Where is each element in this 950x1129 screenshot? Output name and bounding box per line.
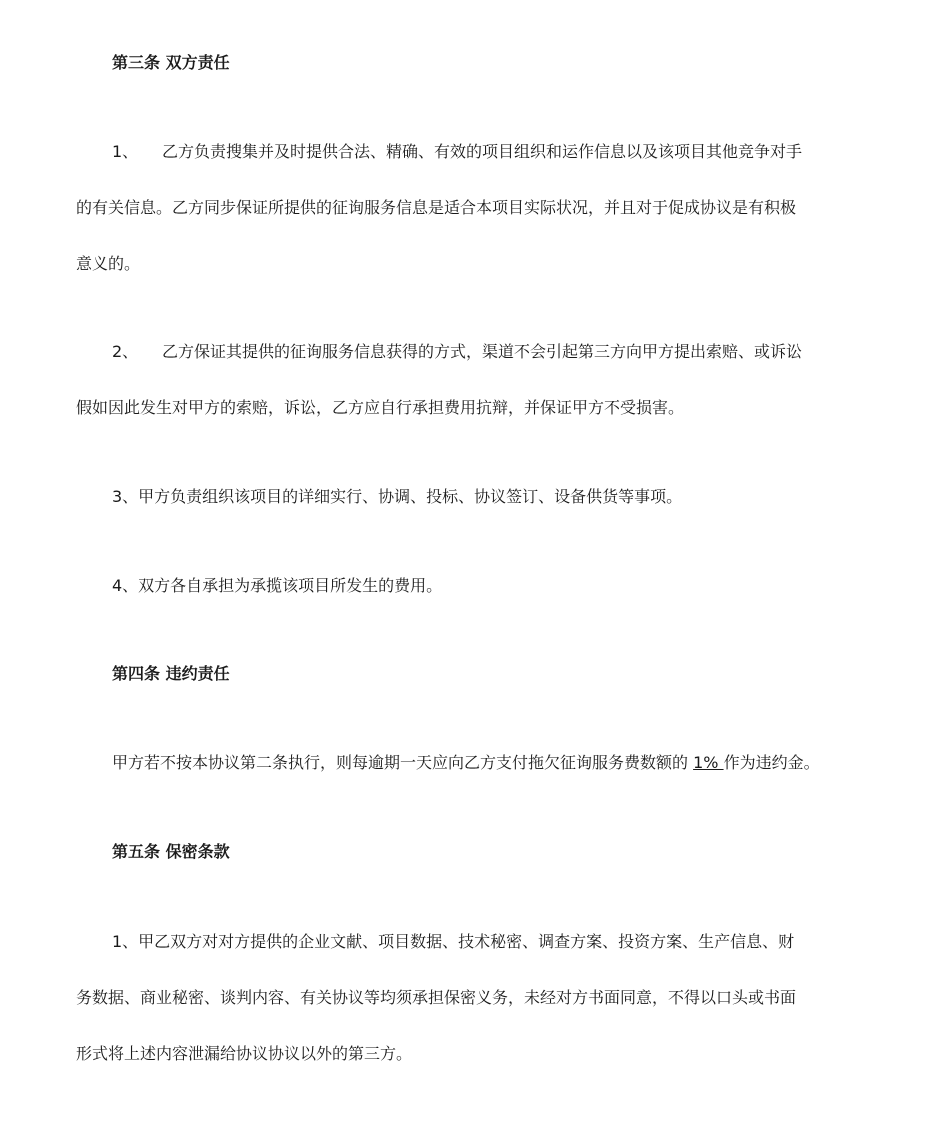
article-3-item-1-line-2: 的有关信息。乙方同步保证所提供的征询服务信息是适合本项目实际状况，并且对于促成协议是有积极 bbox=[76, 198, 797, 217]
article-5-item-1-line-3: 形式将上述内容泄漏给协议协议以外的第三方。 bbox=[76, 1044, 413, 1063]
article-4-text-after: 作为违约金。 bbox=[723, 753, 820, 772]
article-3-item-2-line-1 bbox=[112, 341, 802, 363]
article-3-heading: 第三条 双方责任 bbox=[112, 53, 230, 72]
item-number: 2、 bbox=[112, 342, 139, 361]
article-3-item-1-line-1 bbox=[112, 141, 802, 163]
penalty-rate: 1% bbox=[693, 753, 724, 772]
item-text: 乙方保证其提供的征询服务信息获得的方式，渠道不会引起第三方向甲方提出索赔、或诉讼 bbox=[162, 342, 803, 361]
item-number: 1、 bbox=[112, 142, 139, 161]
article-5-item-1-line-1: 1、甲乙双方对对方提供的企业文献、项目数据、技术秘密、调查方案、投资方案、生产信息、财 bbox=[112, 932, 795, 951]
article-3-item-1-line-3: 意义的。 bbox=[76, 254, 141, 273]
article-4-text-before: 甲方若不按本协议第二条执行，则每逾期一天应向乙方支付拖欠征询服务费数额的 bbox=[112, 753, 694, 772]
article-4-heading: 第四条 违约责任 bbox=[112, 664, 230, 683]
article-5-heading: 第五条 保密条款 bbox=[112, 842, 230, 861]
article-3-item-3: 3、甲方负责组织该项目的详细实行、协调、投标、协议签订、设备供货等事项。 bbox=[112, 487, 683, 506]
article-4-text bbox=[112, 752, 820, 774]
article-3-item-2-line-2: 假如因此发生对甲方的索赔，诉讼，乙方应自行承担费用抗辩，并保证甲方不受损害。 bbox=[76, 398, 685, 417]
item-text: 乙方负责搜集并及时提供合法、精确、有效的项目组织和运作信息以及该项目其他竞争对手 bbox=[162, 142, 803, 161]
article-3-item-4: 4、双方各自承担为承揽该项目所发生的费用。 bbox=[112, 576, 443, 595]
article-5-item-1-line-2: 务数据、商业秘密、谈判内容、有关协议等均须承担保密义务，未经对方书面同意，不得以口头或书面 bbox=[76, 988, 797, 1007]
